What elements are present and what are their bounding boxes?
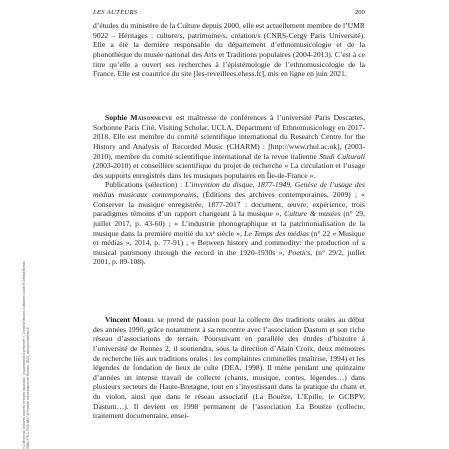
side-note-line: « Collections, archives sonores et objets musicaux : un patrimoine à préserver », Christine Brunet, Guillaume Duval et Gérard Borras (22, 261, 26, 449)
bio-sophie-maisonneuve (93, 113, 365, 267)
author-first-name: Vincent (105, 315, 133, 324)
bio-text: (2003-2010) et conseillère scientifique du projet de recherche « La circulation et l’usage des supports enregistrés dans les musiques populaires en Île-de-France ». (93, 161, 365, 180)
bio-continuation-paragraph: d’études du ministère de la Culture depuis 2000, elle est actuellement membre de l’UMR 9022 – Héritages : culture/s, patrimoine/s, création/s (CNRS-Cergy Paris Université). Elle a été la dernière responsable du département d’ethnomusicologie et de la phonothèque du musée national des Arts et Traditions populaires (2004-2013). C’est à ce titre qu’elle a ouvert ses recherches à l’épistémologie de l’ethnomusicologie de la France. Elle est coautrice du site [les-reveillees.ehess.fr], mis en ligne en juin 2021. (93, 21, 365, 79)
side-note-line: ISBN 978-2-7535-8897-8 Presses universitaires de Rennes, 2023, www.pur-editions.fr (25, 327, 30, 449)
page-number: 209 (355, 9, 365, 16)
publications-text: (n° 29, juillet 2017, p. 43-60) ; « L’industrie phonographique et la patrimonialisation de la musique dans la première moitié du xxᵉ siècle », (93, 209, 366, 238)
bio-paragraph (93, 113, 365, 180)
journal-title: Studi Culturali (319, 151, 365, 161)
publications-text: , (Éditions des archives contemporaines, 2009) ; « Conserver la musique enregistrée, 1877-2017 : document, œuvre, expérience, trois paradigmes témoins d’un rapport changeant à la musique », (93, 190, 365, 219)
publications-text: (n° 22 « Musique et médias », 2014, p. 77-91) ; « Between history and commodity: the production of a musical patrimony through the record in the 1920-1930s », (93, 228, 365, 257)
author-last-name: Maisonneuve (130, 113, 173, 122)
publications-text: Publications (sélection) : (105, 180, 185, 190)
bio-text: se prend de passion pour la collecte des traditions orales au début des années 1990, grâce notamment à sa rencontre avec l’association Dastum et son riche réseau d’associations de terrain. Poursuivant en parallèle des études d’histoire à l’université de Rennes 2, il soutiendra, sous la direction d’Alain Croix, deux mémoires de recherche liés aux traditions orales : les complaintes criminelles (maîtrise, 1994) et les légendes de fondation de lieux de culte (DEA, 1998). Il mène pendant une quinzaine d’années un intense travail de collecte (chants, musique, contes, légendes…) dans plusieurs secteurs de Haute-Bretagne, tout en s’investissant dans la pratique du chant et du violon, ainsi que dans le réseau associatif (La Bouëze, L’Epille, le GCBPV, Dastum…). Il devient en 1998 permanent de l’association La Bouëze (collecte, traitement documentaire, ensei- (93, 315, 365, 421)
publications-text: , (n° 29/2, juillet 2001, p. 89-108). (93, 247, 365, 267)
author-first-name: Sophie (105, 113, 131, 122)
publications-paragraph (93, 180, 365, 267)
bio-text: est maîtresse de conférences à l’université Paris Descartes, Sorbonne Paris Cité, Visiting Scholar, UCLA, Department of Ethnomusicology en 2017-2018. Elle est membre du comité scientifique international du Research Centre for the History and Analysis of Recorded Music (CHARM) : [http://www.rhul.ac.uk], (2003-2010), membre du comité scientifique international de la revue italienne (93, 113, 365, 161)
bio-vincent-morel (93, 315, 365, 421)
book-title: L’invention du disque, 1877-1949. Genèse de l’usage des médias musicaux contemporains (93, 180, 365, 199)
journal-title: Le Temps des médias (244, 228, 309, 238)
bio-paragraph (93, 315, 365, 421)
copyright-side-note (23, 253, 32, 449)
author-last-name: Morel (132, 315, 155, 324)
bio-continuation (93, 21, 365, 79)
journal-title: Culture & musées (284, 209, 341, 219)
running-head: LES AUTEURS (93, 9, 138, 16)
journal-title: Poetics (287, 247, 311, 257)
